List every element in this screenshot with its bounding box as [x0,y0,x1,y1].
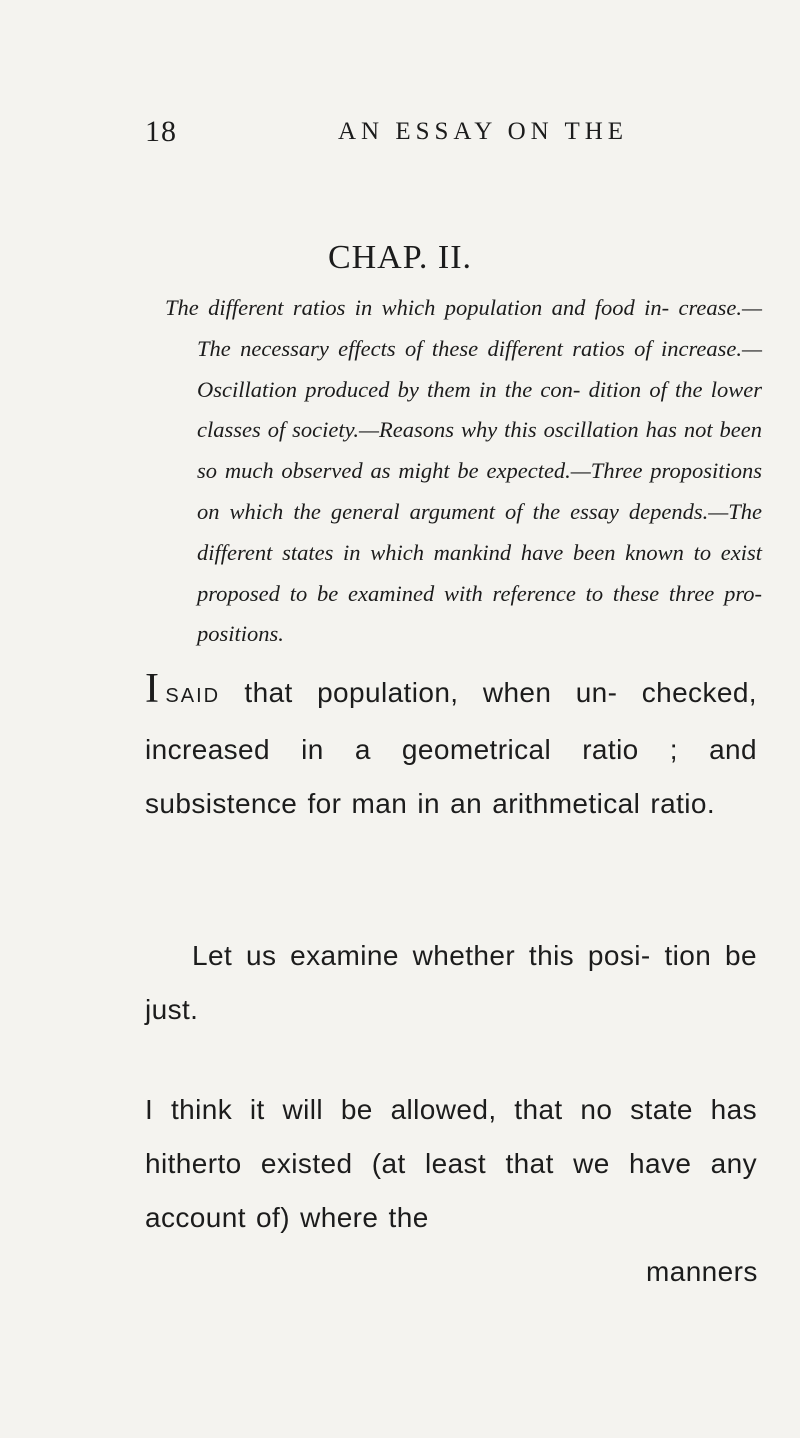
paragraph-1 [145,666,757,831]
chapter-summary: The different ratios in which population and food in- crease.—The necessary effects of these different ratios of increase.—Oscillation produced by them in the con- dition of the lower classes of society.—Reasons why this oscillation has not been so much observed as might be expected.—Three propositions on which the general argument of the essay depends.—The different states in which mankind have been known to exist proposed to be examined with reference to these three pro- positions. [165,295,762,647]
drop-initial: I [145,666,160,712]
running-head [0,112,800,152]
running-title: AN ESSAY ON THE [338,118,629,145]
paragraph-2: Let us examine whether this posi- tion be just. [145,940,757,1025]
catchword: manners [646,1256,758,1287]
chapter-heading: CHAP. II. [327,239,473,276]
page-number: 18 [145,115,177,148]
paragraph-3: I think it will be allowed, that no state has hitherto existed (at least that we have any account of) where the [145,1094,757,1233]
paragraph-1-text: that population, when un- checked, increased in a geometrical ratio ; and subsistence for man in an arithmetical ratio. [145,677,757,819]
small-caps-word: SAID [165,685,221,707]
